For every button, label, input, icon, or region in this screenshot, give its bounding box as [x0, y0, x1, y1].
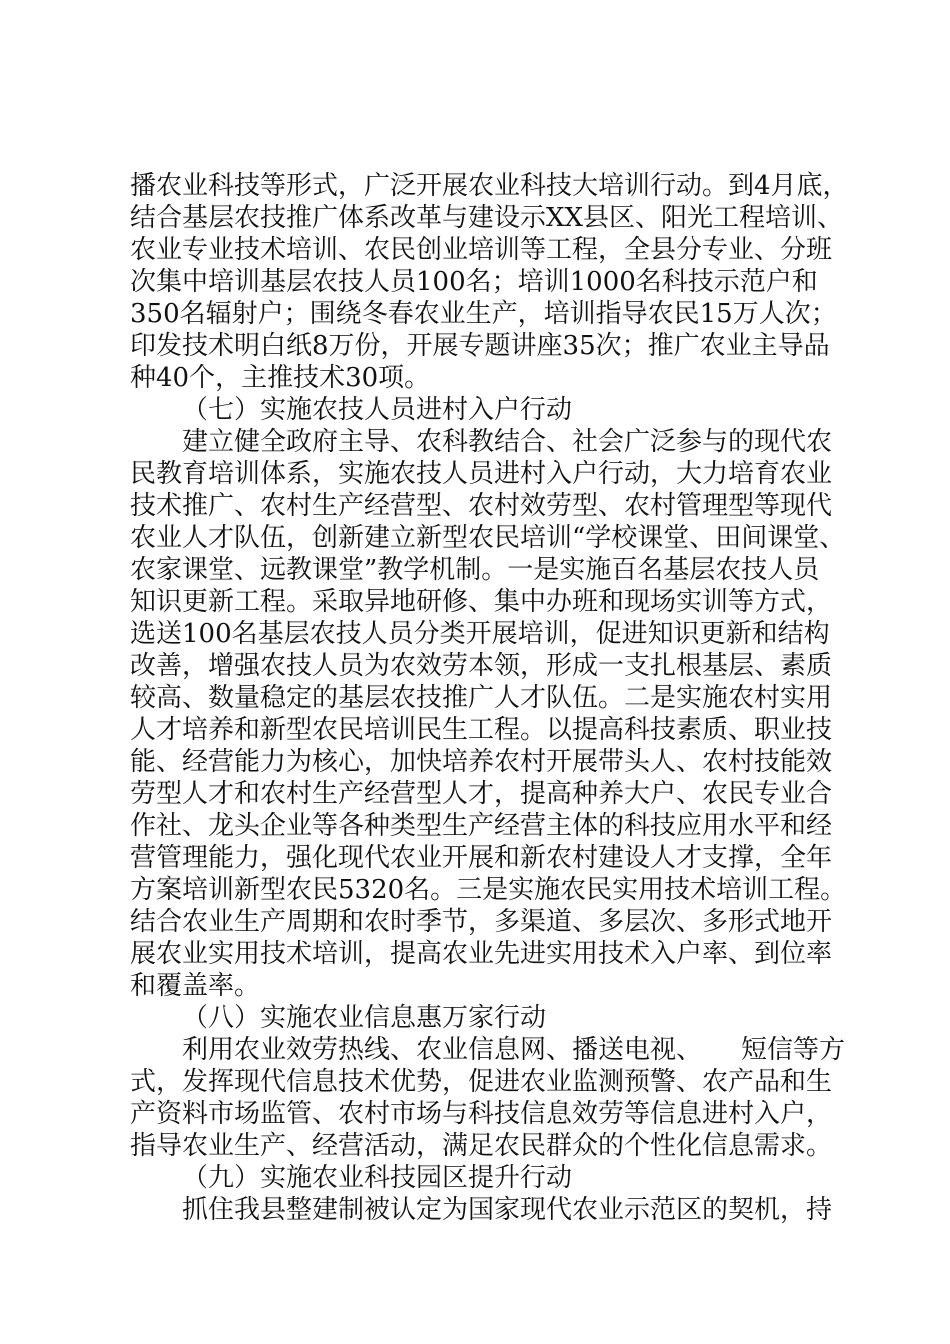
document-page — [130, 170, 849, 1226]
text-line: 式，发挥现代信息技术优势，促进农业监测预警、农产品和生 — [130, 1067, 833, 1097]
section-heading: （八）实施农业信息惠万家行动 — [182, 1003, 547, 1033]
text-line: 次集中培训基层农技人员100名；培训1000名科技示范户和 — [130, 267, 818, 297]
text-line: 知识更新工程。采取异地研修、集中办班和现场实训等方式， — [130, 587, 833, 617]
paragraph-1 — [130, 170, 849, 394]
section-7 — [130, 394, 847, 1002]
text-line: 农业专业技术培训、农民创业培训等工程，全县分专业、分班 — [130, 235, 833, 265]
text-line: 方案培训新型农民5320名。三是实施农民实用技术培训工程。 — [130, 875, 847, 905]
text-line: 产资料市场监管、农村市场与科技信息效劳等信息进村入户， — [130, 1099, 833, 1129]
text-line: 350名辐射户；围绕冬春农业生产，培训指导农民15万人次； — [130, 299, 837, 329]
text-line: 建立健全政府主导、农科教结合、社会广泛参与的现代农 — [182, 427, 833, 457]
text-line: 人才培养和新型农民培训民生工程。以提高科技素质、职业技 — [130, 715, 833, 745]
text-line: 利用农业效劳热线、农业信息网、播送电视、 短信等方 — [182, 1035, 846, 1065]
section-heading: （七）实施农技人员进村入户行动 — [182, 395, 573, 425]
text-line: 印发技术明白纸8万份，开展专题讲座35次；推广农业主导品 — [130, 331, 830, 361]
section-8 — [130, 1002, 846, 1162]
text-line: 营管理能力，强化现代农业开展和新农村建设人才支撑，全年 — [130, 843, 833, 873]
text-line: 选送100名基层农技人员分类开展培训，促进知识更新和结构 — [130, 619, 830, 649]
text-line: 民教育培训体系，实施农技人员进村入户行动，大力培育农业 — [130, 459, 833, 489]
text-line: 农业人才队伍，创新建立新型农民培训“学校课堂、田间课堂、 — [130, 523, 846, 553]
text-line: 展农业实用技术培训，提高农业先进实用技术入户率、到位率 — [130, 939, 833, 969]
text-line: 较高、数量稳定的基层农技推广人才队伍。二是实施农村实用 — [130, 683, 833, 713]
text-line: 技术推广、农村生产经营型、农村效劳型、农村管理型等现代 — [130, 491, 833, 521]
section-heading: （九）实施农业科技园区提升行动 — [182, 1163, 573, 1193]
text-line: 结合基层农技推广体系改革与建设示XX县区、阳光工程培训、 — [130, 203, 844, 233]
text-line: 结合农业生产周期和农时季节，多渠道、多层次、多形式地开 — [130, 907, 833, 937]
text-line: 指导农业生产、经营活动，满足农民群众的个性化信息需求。 — [130, 1131, 833, 1161]
text-line: 种40个，主推技术30项。 — [130, 363, 431, 393]
text-line: 改善，增强农技人员为农效劳本领，形成一支扎根基层、素质 — [130, 651, 833, 681]
section-9 — [130, 1162, 833, 1226]
text-line: 农家课堂、远教课堂”教学机制。一是实施百名基层农技人员 — [130, 555, 820, 585]
text-line: 播农业科技等形式，广泛开展农业科技大培训行动。到4月底， — [130, 171, 849, 201]
text-line: 劳型人才和农村生产经营型人才，提高种养大户、农民专业合 — [130, 779, 833, 809]
text-line: 和覆盖率。 — [130, 971, 261, 1001]
text-line: 能、经营能力为核心，加快培养农村开展带头人、农村技能效 — [130, 747, 833, 777]
text-line: 抓住我县整建制被认定为国家现代农业示范区的契机，持 — [182, 1195, 833, 1225]
text-line: 作社、龙头企业等各种类型生产经营主体的科技应用水平和经 — [130, 811, 833, 841]
